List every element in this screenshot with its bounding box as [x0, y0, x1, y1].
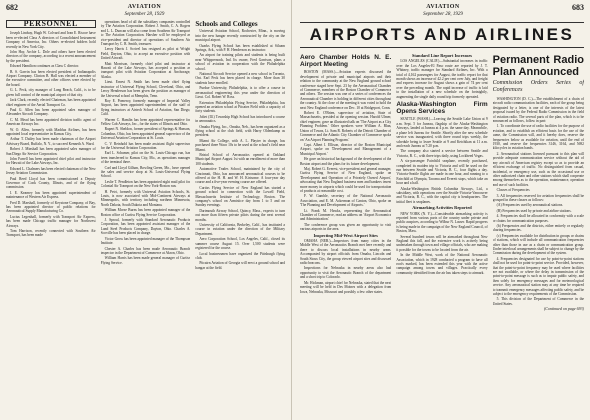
paragraph: Omaha Flying, Inc., Omaha, Neb., has been organized as a flying school at the club field, with Harry Oldenkamp as president. — [195, 124, 286, 138]
paragraph: J. Sproul, formerly with Standard Aeronautic Products Corporation, has been appointed assistant manager of the Lund Steel Products Company, Dayton, Ohio. Charles A. Scoville has been placed in charge. — [100, 218, 191, 236]
paragraph: LOS ANGELES (CALIF.)—Substantial increases in traffic over the Los Angeles-El Paso route are reported by J. T. Whitney, traffic manager for Standard Airlines, Inc. With a total of 4,162 passengers for August, the traffic report for that month shows an increase of 42.2 per cent over July, and freight and express increase for August shows a gain of 74 per cent over the preceding month. The rapid increase of traffic is laid to the installation of a new schedule on the fortnightly, augmenting the single daily round trip formerly operated. — [396, 59, 488, 99]
paragraph: Edward L. Chalmers has been elected chairman of the New Jersey Aviation Commission. — [6, 166, 96, 176]
paragraph: Universal Aviation School, Rochester, Minn., is moving into the new hangar recently constructed by the city on the municipal airport. — [195, 29, 286, 43]
paragraph: Warren C. Hamlin has been appointed representative for Yellow Cab Airways, Inc., for the states of Illinois and Ohio. — [100, 117, 191, 126]
alaska-body — [396, 117, 487, 204]
paragraph: B. S. Garvin has been elected president of Indianapolis Airport Company. Clinton B. Hall was elected a member of the executive committee, and other officers were elected by the board. — [6, 69, 96, 87]
personnel-continued-column — [101, 20, 191, 271]
paragraph: University of California, Berkeley, Calif., has instituted a course in aviation under the direction of the Military Department. — [195, 223, 286, 236]
paragraph: C. V. Reinhold has been made assistant flight supervisor for the Universal Aviation Corporation. — [100, 141, 191, 150]
paragraph: Pitcairn Aviation of Georgia will erect a ground school and hangar at the field. — [195, 261, 286, 270]
paragraph: Robert E. O'Brien, supervisor of aviation, State of Massachusetts, presided at the opening session. Harold Ulmer, chief engineer, gave an illustrated talk on 'The Airport as a City Planning Problem.' Other speakers were William A. Blan, Union of Towns, Lt. Sam R. Roberts of the Detroit Chamber of Commerce and the Atlantic City Chamber of Commerce spoke on 'An Airport Planning Program.' — [300, 111, 392, 142]
paragraph: The conference group was given an opportunity to visit various airports in the area. — [300, 222, 392, 232]
paragraph: G. L. Peck, city manager of Long Beach, Calif., is to be given full control of the municipal airport of that city. — [6, 88, 96, 97]
paragraph: operations head of all the subsidiary companies controlled by The Aviation Corporation. Robert J. Smith, C. A. Rogers and L. L. Duncan will also come from Southern Air Transport to The Aviation Corporation. Harsher will be employed as vice-president and director of operations of Southern Air Transport by C. R. Smith, treasurer. — [100, 20, 191, 47]
schools-body — [195, 29, 285, 270]
paragraph: In the Middle West, work of the National Aeronautic Association, which in 1928 conducted a program to have all roofs marked, has been extended this year with the active campaign among towns and villages. Practically every community identified from the air has taken steps to airmark. — [396, 253, 488, 275]
standard-line-body — [396, 59, 487, 99]
paragraph: (b) Frequencies and the districts, either entirely or regularly sharing frequencies. — [492, 223, 584, 233]
paragraph: Maj. Robert G. Everest, vice-president and general manager, Curtiss Flying Service of New England, spoke on 'Development and Operation of a Privately Owned Airport,' advocating that New England business men and bankers invest more money in airports which could be used for transportation of products at reasonable cost. — [300, 166, 392, 193]
middle-column — [396, 52, 487, 312]
aero-chamber-headline: Aero Chamber Holds N. E. Airport Meeting — [300, 54, 392, 69]
paragraph: Rupert N. Sheldon, former president of Springs & Hanson, Columbus, Ohio, has been appointed general supervisor of the Universal Aviation Corporation at St. Louis. — [100, 127, 191, 141]
paragraph: (A) Frequencies used by aeronautical stations. — [496, 203, 564, 208]
omaha-body — [300, 239, 391, 294]
paragraph: C. M. Mead has been appointed division traffic agent of American Airways Inc. — [6, 117, 96, 127]
aero-chamber-column — [300, 52, 391, 312]
continued-note: (Continued on page 693) — [543, 306, 584, 312]
page-number: 682 — [6, 3, 18, 12]
issue-date: September 28, 1929 — [423, 12, 463, 17]
paragraph: 5. This division of the Department of Commerce in the United States. — [492, 297, 584, 306]
paragraph: Tom Harrison, recently connected with Southern Air Transport, has been made — [6, 229, 96, 238]
omaha-headline: Inspecting Mid-West Airport Sites — [313, 232, 378, 238]
magazine-name: AVIATION — [426, 4, 460, 10]
paragraph: Automotive Trades School, maintained by the city of Cincinnati, Ohio, has announced aeronautical courses to be offered at the H. H. and W. H. Kirtsome. A four-year day course and a five-year evening course are offered. — [195, 167, 286, 185]
paragraph: Inspections for Nebraska in nearby areas also had opportunity to visit the Aeronautic Branch of the department and a short trip to Colorado. — [300, 266, 392, 280]
left-page — [0, 0, 292, 420]
paragraph: H. Petri, formerly with Universal Aviation Schools, St. Louis, is now associated with Mid-Continent Airways at Minneapolis, with territory including northern Minnesota, North Dakota, South Dakota and Montana. — [100, 189, 191, 207]
schools-heading: Schools and Colleges — [195, 20, 258, 28]
paragraph: Leroy Harris J. Scrivel has resigned as pilot at Wright Field, Dayton, Ohio, to accept an executive position with United Aircraft. — [100, 47, 191, 61]
paragraph: Victor Gross has been appointed manager of the Thompson Institute. — [100, 236, 191, 246]
paragraph: Aero Corporation School, Los Angeles, Calif., closed its summer course August 15. Over 1,500 students were registered for the course. — [195, 237, 286, 251]
paragraph: BOSTON (MASS.)—Aviation experts discussed the development of private and municipal airports and their relation to the community at the New England ground school conference staged here Sept. 23 by the Aeronautical Chamber of Commerce, members of the Boston Chamber of Commerce and others. The session was one of a series of conferences the Aeronautical Chamber is holding in different cities throughout the country. At the close of the meeting it was voted to hold the next New England conference on Dec. 10 at Bridgeport, Conn. — [300, 70, 392, 110]
paragraph: F. W. Gamble, secretary of the National Aeronautic Association, and E. M. Ackerman of Canton, Ohio, spoke on 'The Planning and Development of Airports.' — [300, 194, 392, 208]
schools-column — [195, 20, 285, 271]
paragraph: Local businessmen have organized the Pittsburgh flying club. — [195, 251, 286, 260]
paragraph: Fred D. Marshall, formerly of Keystone Company, of Bay, has been appointed director of public relations for Aeronautical Supply Manufacturing Co. — [6, 200, 96, 214]
airmarking-body — [396, 212, 487, 276]
paragraph: Lieut. Ernest N. Smith has been made chief flying instructor of Universal Flying School, Cleveland, Ohio, and Leroy Henderson has been given the position as manager of the Universal school at Memphis, Tenn. — [100, 80, 191, 98]
paragraph: (B) Frequencies used by private and airline stations. — [496, 208, 572, 213]
paragraph: 3. All frequencies reserved for aviation frequencies shall be grouped in these classes as follows: — [492, 193, 584, 202]
magazine-name: AVIATION — [127, 4, 162, 10]
paragraph: Purdue University, Philadelphia, is to offer a course in aeronautical engineering this year under the direction of Lieut. Col. Robert W. Ross. — [195, 86, 286, 100]
right-columns — [300, 52, 584, 312]
paragraph: NEW YORK (N. Y.)—Considerable airmarking activity is reported from various parts of the country under private and public auspices, according to Wilbur N. Lasser. Rapid progress is being made in the campaign of the New England Council, of Boston, Mass. — [396, 211, 488, 234]
paragraph: Classes of Frequencies — [496, 188, 530, 193]
paragraph: Joliet (Ill.) Township High School has introduced a course in aeronautics. — [195, 114, 286, 124]
paragraph: Ozarks Flying School has been established at Siloam Springs, Ark., with P. H. Henderson as instructor. — [195, 43, 286, 53]
paragraph: 1. To coordinate the use of radio facilities for the purpose of aviation, and to establish an efficient basis for the use of the same, the Commission will, and it hereby does, reserve the frequencies below as available for aviation, until the end of 1930, and reserve the frequencies 3146, 3164, and 5692 kilocycles in aviation bands. — [492, 124, 584, 151]
section-banner: AIRPORTS AND AIRLINES — [300, 22, 584, 48]
paragraph: Joseph Lindsay, Hugh W. Colvard and Ivan E. Riscoe have been re-elected Class A directors of Consolidated Instrument Company of America, Inc. Others re-elected holders hold recently in New York City. — [6, 31, 96, 49]
right-page — [292, 0, 590, 420]
paragraph: 4. Frequencies shall be allocated in conformity with a scale or chains for communication purposes. — [492, 214, 584, 223]
paragraph: Alaska-Washington British Columbia Airways, Ltd., a subsidiary, with operations over the Seattle-Victoria-Vancouver and Victoria, B. C., with the capital city is headquarters. The initial fleet is seaplanes. — [396, 186, 488, 204]
paragraph: W. O. Allen, formerly with Maddux Airlines, has been appointed local representative in Kansas City. — [6, 127, 96, 136]
paragraph: Capt. Albert I. Ellison, director of the Boston Municipal Airport, spoke on 'Development and Management of a Municipal Airport.' — [300, 142, 392, 156]
radio-deck: Commission Orders Series of Conferences — [492, 80, 584, 93]
paragraph: Jack Clark, recently elected Chairman, has been appointed chief engineer of the Aerial Transport Co. — [6, 98, 96, 107]
paragraph: Lucius Legenhall, formerly with Transport Air Express, has been made Chicago traffic manager for Northwest Airways. — [6, 214, 96, 228]
right-running-head — [300, 4, 584, 20]
paragraph: Matt Morrison, formerly chief pilot and instructor at Hawaii of the Lake Airways, has accepted a position as transport pilot with Aviation Corporation at Anchorage, Alaska. — [100, 61, 191, 79]
radio-headline: Permanent Radio Plan Announced — [492, 54, 584, 78]
aero-chamber-body — [300, 70, 391, 231]
paragraph: (c) Frequencies available for distribution in groups or chains of stations, which will include all communication frequencies other than those in use as a chain or communication group. Under interlocal arrangements shall be subject to change by the Commission during the development of the system. — [492, 233, 584, 256]
personnel-continued-body — [101, 20, 191, 265]
paragraph: Earl L. Schumer, pilot on the St. Louis-Chicago run, has been transferred to Kansas City, Mo., as operations manager of the terminal there. — [100, 151, 191, 165]
alaska-headline: Alaska-Washington Firm Opens Services — [396, 101, 488, 116]
radio-column — [493, 52, 584, 312]
left-columns — [6, 20, 285, 271]
paragraph: Lt. Frank M. Hawks, representing the Aeronautical Chamber of Commerce, read an address on 'Airport Economics and Administration.' — [300, 208, 392, 222]
paragraph: William Harris has been made general manager of Curtiss Flying Service. — [100, 256, 191, 265]
paragraph: Carl and Lloyd Gillum, Bowling Green, Mo., have opened the sales and service shop at St. Louis-Universal Flying School. — [100, 165, 191, 179]
paragraph: I. E. Kearney has been appointed superintendent of maintenance of Western Air Express. — [6, 190, 96, 200]
paragraph: Miami Air College, with A. L. Playter in charge, has purchased three Waco 10s to be used at the school's field near Miami. — [195, 138, 286, 152]
paragraph: Roy E. Pomeroy, formerly manager of Imperial Valley Airport, has been appointed superintendent of the staff of flying instructors at Airtech School of Aviation, San Diego, Calif. — [100, 98, 191, 117]
paragraph: William Morse Burns has been appointed manager of the Boston office of Curtiss Flying Service Corporation. — [100, 208, 191, 217]
paragraph: Several hundred towns will be airmarked throughout New England this fall, and the extensive work is actively being undertaken through town and village officials, who are making it possible for the towns to be located from the air. — [396, 234, 488, 252]
paragraph: Chester A. Charles has been made Aeronautic Branch inspector in the Department of Commerce at Akron, Ohio. — [100, 246, 191, 255]
issue-date: September 28, 1929 — [124, 12, 165, 17]
paragraph: OMAHA (NEB.)—Inspectors from many cities in the Middle West of the Aeronautics Branch met here recently and there to discuss local installations in nearby areas. Accompanied by airport officials from Omaha, Lincoln and South Sioux City, the group viewed airport sites and discussed radio beacons. — [300, 239, 392, 266]
paragraph: Curtiss Flying Service of New England has started a ground school in connection with the Lowell Field, Massachusetts Institute of Technology, Boston. The company's school on Armistice day from 1 to 5 and on Sunday evenings. — [195, 185, 286, 208]
paragraph: Paul G. Allen has been appointed sales manager of Alexander Aircraft Company. — [6, 107, 96, 117]
personnel-column — [6, 20, 96, 271]
paragraph: John Farrell has been appointed chief pilot and instructor for Hawaii of the Lake Airways, Inc. — [6, 156, 96, 166]
paragraph: Bristol School of Aeronautics opened at Oakland Municipal Airport August 1st with an enrollment of more than 100 students. — [195, 152, 286, 166]
paragraph: The company also started a service between Seattle and Victoria, B. C., with three trips daily, using Lockheed Vegas. — [396, 149, 488, 158]
paragraph: Leslie T. Pendleton has been appointed night mail pilot for Colonial Air Transport on the New York-Boston run. — [100, 179, 191, 189]
paragraph: John Hay, Archie L. Dole and others have been elected directors of the company, according to a recent announcement by the president. — [6, 50, 96, 63]
paragraph: He gave an historical background of the development of the Boston airport and the plans for its future development. — [300, 157, 392, 166]
page-number: 683 — [571, 3, 584, 12]
paragraph: SEATTLE (WASH.)—Leaving the Seattle Lake Union at 9 a.m. Sept. 5 for Juneau, flagship of the Alaska-Washington Airways, landed at Juneau at 4 p.m. the same day. Meanwhile, a plane left Juneau for Seattle. Shortly after the new schedule service was inaugurated, with three round trips weekly, the schedule being to leave Seattle at 9 and Ketchikan at 11 a.m. and reach Juneau at 7:20 p.m. — [396, 117, 488, 148]
paragraph: An airport for training pilots and students is being built near Whippernook, Ind. Its owner, Fred Garrison, plans a school of aviation in cooperation with the Philadelphia school. — [195, 53, 286, 71]
paragraph: Dartmouth Airway School, Quincy, Mass., expects to turn out more than fifteen private pilots during the next several months. — [195, 208, 286, 222]
paragraph: A six-passenger Fairchild seaplane, recently purchased, completed its maiden trip to Victoria and will be used on the run between Seattle and Victoria, B. C., four flights a day. Victoria-Seattle flights are made in one hour, and running to a Fairchild at Olympia, Tacoma and Everett stops, which take an hour and a half. — [396, 159, 488, 186]
radio-body — [493, 97, 584, 306]
paragraph: 2. Aeronautical stations licensed pursuant to this plan will provide adequate communication service without the aid of any aircraft of American registry except so as to provide an efficient exchange of traffic. No distinguished from casual, incidental, or emergency use, such as the occasional use or other authorized chain and other stations which shall cooperate among themselves as to the operation, maintenance, operation and use of such facilities. — [492, 151, 584, 187]
paragraph: Mr. Hickman, airport chief for Nebraska, stated that the next meeting will be held in Des Moines with a delegation from Iowa, Nebraska, Missouri and possibly a few other states. — [300, 280, 392, 294]
paragraph: Extension Philadelphia Flying Service, Philadelphia, has opened an aviation school at Pitcairn Field with a capacity of forty students. — [195, 100, 286, 114]
standard-line-headline: Standard Line Report Increases — [411, 53, 473, 58]
paragraph: Robert J. Minshall has been appointed sales manager of San Diego Air Service Corporation. — [6, 147, 96, 156]
airmarking-headline: Airmarking Activities Reported — [412, 205, 472, 211]
paragraph: Paul Reed Lloyd has been commissioned a Deputy Governor of Cook County, Illinois, and of the flying commission. — [6, 176, 96, 190]
left-running-head — [6, 4, 285, 20]
paragraph: Arthur T. Dailey has been made chairman of the Airport Advisory Board, Buffalo, N. Y., to succeed Kenneth A. Ward. — [6, 137, 96, 146]
personnel-heading: PERSONNEL — [6, 20, 96, 28]
paragraph: WASHINGTON (D. C.)—The establishment of a chain of aircraft radio communication facilities, each of the group being designated by a letter, is one of the interests of the latest proposal issued by the Federal Radio Commission in the field of aviation radio. The several parts of the plan, which is to be announced as follows, follow in part: — [492, 97, 584, 124]
personnel-body — [6, 31, 96, 237]
paragraph: National Aircraft Service opened a new school in Toronto, Ont. Earl Peck has been placed in charge. More than 30 students have enrolled. — [195, 72, 286, 85]
paragraph: Edward Hamilton continues as Class C director. — [10, 64, 79, 69]
paragraph: 4. Frequencies designated for use by point-to-point stations shall not be used for point-to-point service. Provided, however, that the point-to-point frequency may be used where facilities are not available, or where the delay in transmission of the point-to-point message is such as to impair public safety, and then solely for emergency messages and for meteorological service. Any aeronautical station may at any time be required to transmit emergency messages affecting public safety, and be subject to the emergency requirements of the Commission. — [492, 256, 584, 297]
